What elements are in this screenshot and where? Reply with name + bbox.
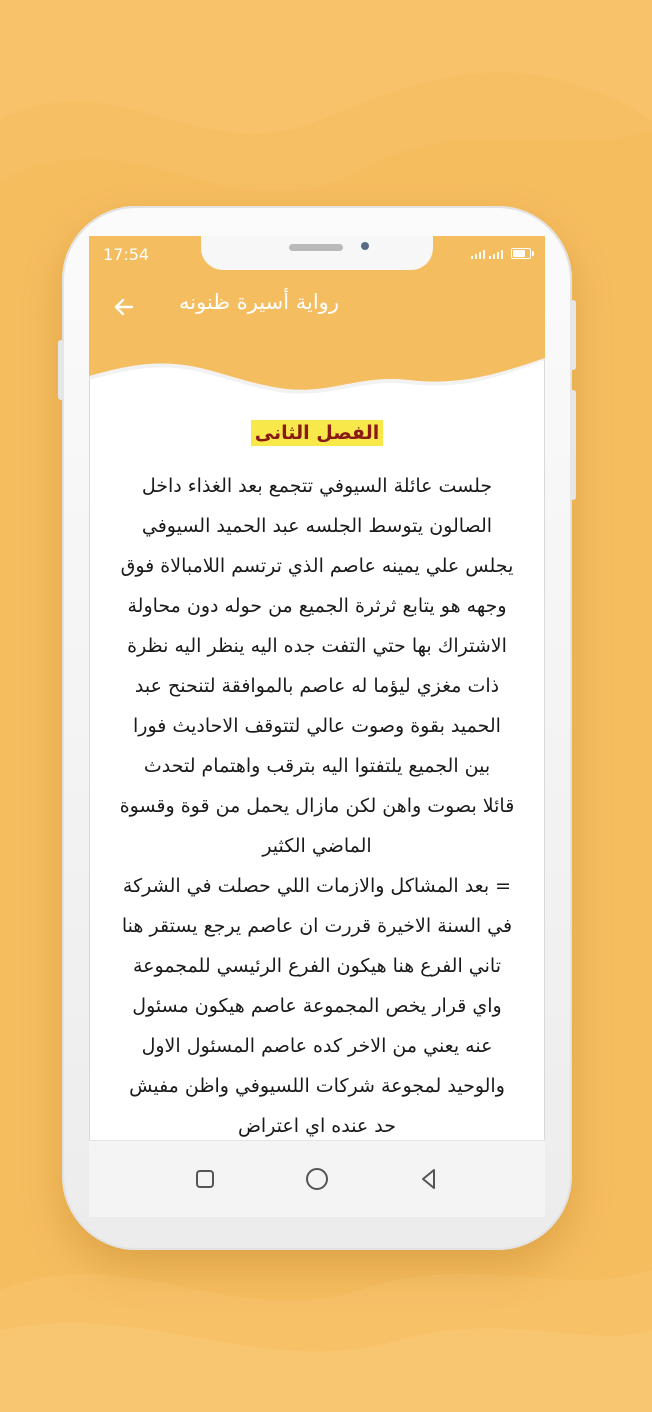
status-time: 17:54 [103, 245, 150, 264]
battery-icon [511, 248, 531, 259]
phone-side-button [570, 300, 576, 370]
arrow-left-icon [112, 295, 136, 319]
speaker-grille [289, 244, 343, 251]
square-icon [194, 1168, 216, 1190]
app-bar [89, 236, 545, 344]
phone-side-button [570, 390, 576, 500]
home-button[interactable] [297, 1159, 337, 1199]
chapter-title-wrap [89, 420, 545, 446]
front-camera [361, 242, 369, 250]
signal-icon [489, 250, 503, 259]
phone-side-button [58, 340, 64, 400]
triangle-back-icon [417, 1167, 441, 1191]
system-nav-bar [89, 1140, 545, 1217]
circle-icon [304, 1166, 330, 1192]
status-icons [471, 248, 531, 259]
recents-button[interactable] [185, 1159, 225, 1199]
nav-back-button[interactable] [409, 1159, 449, 1199]
app-title: رواية أسيرة ظنونه [179, 290, 339, 314]
chapter-content[interactable] [89, 404, 545, 1140]
chapter-body: جلست عائلة السيوفي تتجمع بعد الغذاء داخل الصالون يتوسط الجلسه عبد الحميد السيوفي يجلس علي يمينه عاصم الذي ترتسم اللامبالاة فوق وجهه هو يتابع ثرثرة الجميع من حوله دون محاولة الاشتراك بها حتي التفت جده اليه ينظر اليه نظرة ذات مغزي ليؤما له عاصم بالموافقة لتنحنح عبد الحميد بقوة وصوت عالي لتتوقف الاحاديث فورا بين الجميع يلتفتوا اليه بترقب واهتمام لتحدث قائلا بصوت واهن لكن مازال يحمل من قوة وقسوة الماضي الكثير = بعد المشاكل والازمات اللي حصلت في الشركة في السنة الاخيرة قررت ان عاصم يرجع يستقر هنا تاني الفرع هنا هيكون الفرع الرئيسي للمجموعة واي قرار يخص المجموعة عاصم هيكون مسئول عنه يعني من الاخر كده عاصم المسئول الاول والوحيد لمجوعة شركات اللسيوفي واظن مفيش حد عنده اي اعتراض [119, 475, 515, 1137]
back-button[interactable] [109, 292, 139, 322]
signal-icon [471, 250, 485, 259]
phone-screen [89, 236, 545, 1216]
header-wave [89, 340, 545, 406]
camera-notch [201, 236, 433, 270]
chapter-title: الفصل الثانى [251, 420, 384, 446]
